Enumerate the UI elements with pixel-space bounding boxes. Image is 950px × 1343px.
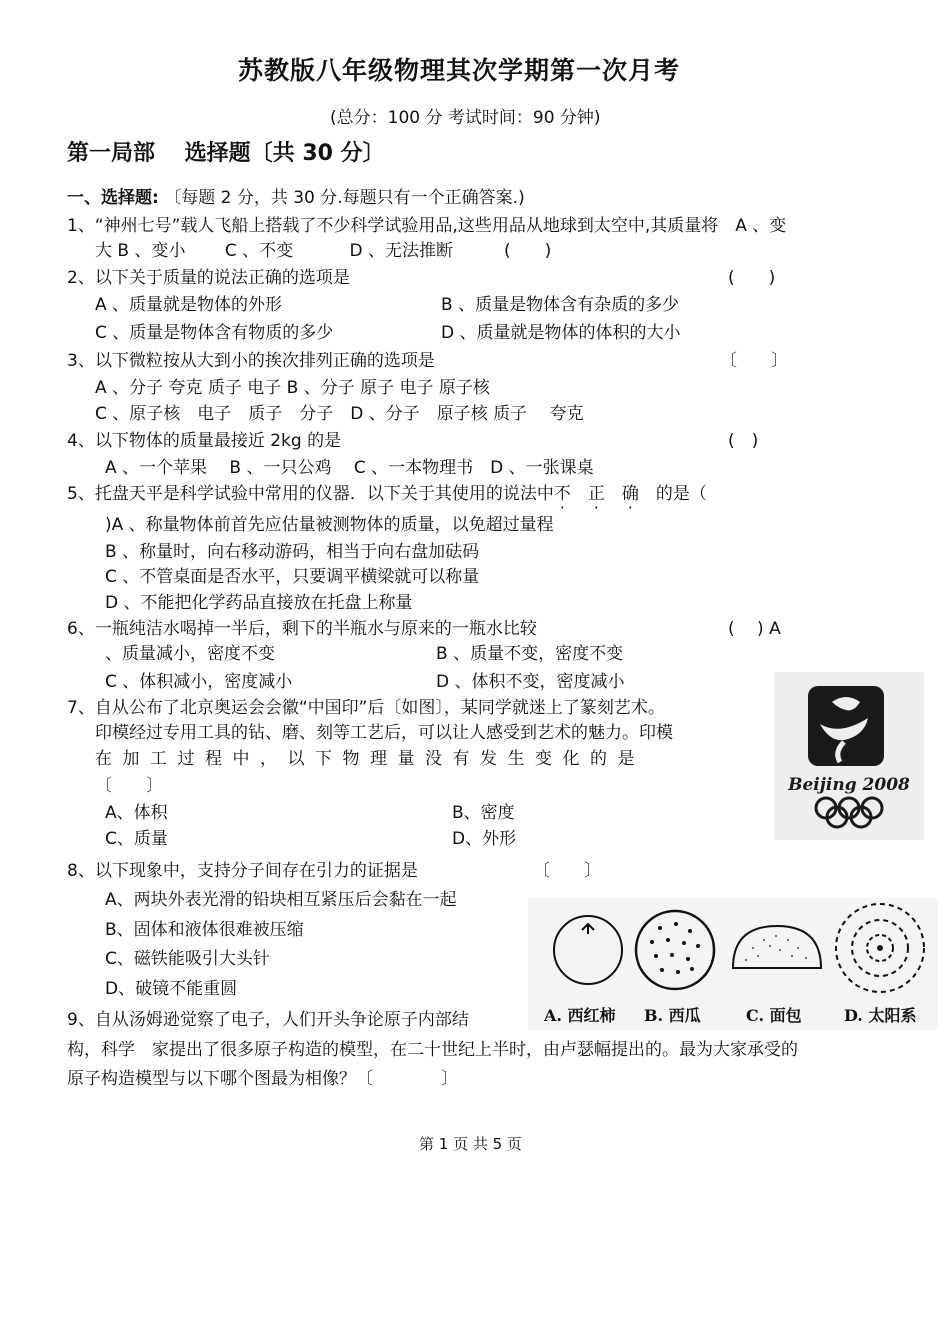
question-9-line-2: 构，科学 家提出了很多原子构造的模型，在二十世纪上半时，由卢瑟幅提出的。最为大家承受的: [67, 1040, 798, 1060]
question-2-option-c: C 、质量是物体含有物质的多少: [95, 323, 334, 343]
question-7-line-2: 印模经过专用工具的钻、磨、刻等工艺后，可以让人感受到艺术的魅力。印模: [95, 723, 673, 743]
question-6-bracket: ( ) A: [728, 619, 781, 639]
question-6-option-a: 、质量减小，密度不变: [105, 644, 275, 664]
question-7-bracket: 〔 〕: [95, 776, 163, 796]
caption-bread: C. 面包: [746, 1006, 802, 1025]
question-7-option-c: C、质量: [105, 829, 168, 849]
instructions-label: 一、选择题:: [67, 188, 159, 208]
caption-solar-system: D. 太阳系: [844, 1006, 917, 1025]
question-5-option-a: )A 、称量物体前首先应估量被测物体的质量，以免超过量程: [105, 515, 554, 535]
page-title: 苏教版八年级物理其次学期第一次月考: [238, 56, 681, 85]
question-4-stem: 4、以下物体的质量最接近 2kg 的是: [67, 431, 342, 451]
question-5-option-b: B 、称量时，向右移动游码，相当于向右盘加砝码: [105, 542, 480, 562]
emphasis-char: 不: [553, 484, 571, 504]
question-5-stem-text: 5、托盘天平是科学试验中常用的仪器．以下关于其使用的说法中: [67, 484, 554, 504]
question-7-option-b: B、密度: [452, 803, 515, 823]
question-2-option-a: A 、质量就是物体的外形: [95, 295, 283, 315]
section-title: 第一局部 选择题〔共 30 分〕: [67, 141, 385, 166]
question-3-options-2: C 、原子核 电子 质子 分子 D 、分子 原子核 质子 夸克: [95, 404, 584, 424]
question-5-option-d: D 、不能把化学药品直接放在托盘上称量: [105, 593, 413, 613]
question-2-bracket: ( ): [728, 268, 776, 288]
caption-tomato: A. 西红柿: [544, 1006, 616, 1025]
beijing-olympic-emblem: [774, 672, 924, 840]
question-3-options-1: A 、分子 夸克 质子 电子 B 、分子 原子 电子 原子核: [95, 378, 490, 398]
question-3-stem: 3、以下微粒按从大到小的挨次排列正确的选项是: [67, 351, 435, 371]
instructions-text: 〔每题 2 分，共 30 分.每题只有一个正确答案.): [164, 188, 525, 208]
question-5-stem-tail: 的是（: [655, 484, 707, 504]
question-7-option-a: A、体积: [105, 803, 168, 823]
question-5-option-c: C 、不管桌面是否水平，只要调平横梁就可以称量: [105, 567, 480, 587]
emphasis-char: 确: [621, 484, 639, 504]
question-5-stem: [67, 486, 707, 503]
question-6-option-d: D 、体积不变，密度减小: [436, 672, 625, 692]
question-6-option-c: C 、体积减小，密度减小: [105, 672, 293, 692]
instructions: [67, 190, 525, 207]
question-8-option-d: D、破镜不能重圆: [105, 979, 238, 999]
caption-watermelon: B. 西瓜: [644, 1006, 701, 1025]
question-7-line-3: 在加工过程中，以下物理量没有发生变化的是: [95, 749, 645, 769]
emblem-text: Beijing 2008: [788, 775, 910, 795]
question-1-line-2: 大 B 、变小 C 、不变 D 、无法推断 ( ): [95, 241, 552, 261]
question-2-stem: 2、以下关于质量的说法正确的选项是: [67, 268, 350, 288]
atom-model-figure: [528, 898, 938, 1030]
page-footer: 第 1 页 共 5 页: [419, 1135, 522, 1153]
emblem-illustration: [774, 672, 924, 840]
question-2-option-d: D 、质量就是物体的体积的大小: [441, 323, 681, 343]
question-4-options: A 、一个苹果 B 、一只公鸡 C 、一本物理书 D 、一张课桌: [105, 458, 594, 478]
question-1-line-1: 1、“神州七号”载人飞船上搭载了不少科学试验用品,这些用品从地球到太空中,其质量将 A 、变: [67, 216, 787, 236]
question-3-bracket: 〔 〕: [720, 351, 788, 371]
question-8-option-a: A、两块外表光滑的铅块相互紧压后会黏在一起: [105, 890, 457, 910]
question-8-bracket: 〔 〕: [533, 861, 601, 881]
question-7-option-d: D、外形: [452, 829, 517, 849]
question-6-stem: 6、一瓶纯洁水喝掉一半后，剩下的半瓶水与原来的一瓶水比较: [67, 619, 537, 639]
question-6-option-b: B 、质量不变，密度不变: [436, 644, 624, 664]
question-8-option-c: C、磁铁能吸引大头针: [105, 949, 270, 969]
page-subtitle: (总分：100 分 考试时间：90 分钟): [330, 108, 601, 128]
question-2-option-b: B 、质量是物体含有杂质的多少: [441, 295, 680, 315]
question-4-bracket: ( ): [728, 431, 759, 451]
question-8-option-b: B、固体和液体很难被压缩: [105, 920, 304, 940]
question-9-line-1: 9、自从汤姆逊觉察了电子，人们开头争论原子内部结: [67, 1010, 469, 1030]
question-7-line-1: 7、自从公布了北京奥运会会徽“中国印”后〔如图〕，某同学就迷上了篆刻艺术。: [67, 698, 665, 718]
question-9-line-3: 原子构造模型与以下哪个图最为相像？〔 〕: [67, 1069, 458, 1089]
emphasis-char: 正: [587, 484, 605, 504]
question-8-stem: 8、以下现象中，支持分子间存在引力的证据是: [67, 861, 418, 881]
